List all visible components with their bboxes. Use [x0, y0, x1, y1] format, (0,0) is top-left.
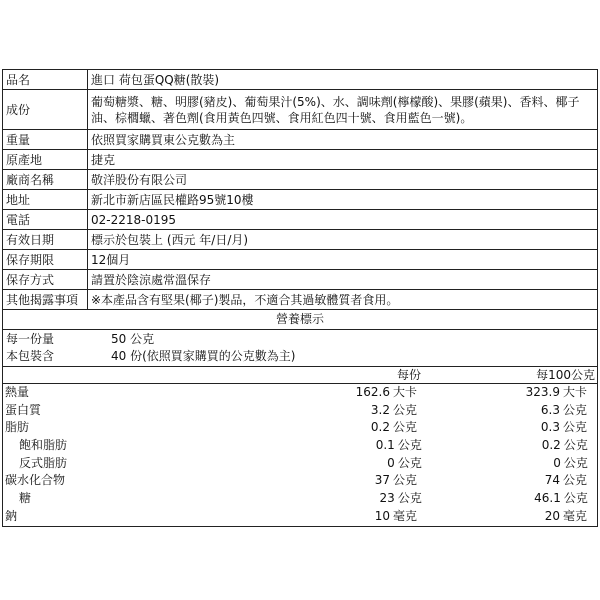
per-100g-unit: 公克 — [563, 438, 588, 453]
servings-per-pack-value: 40 份(依照買家購買的公克數為主) — [111, 349, 296, 363]
info-label: 電話 — [3, 210, 88, 230]
nutrient-name: 飽和脂肪 — [19, 438, 68, 453]
info-row — [3, 90, 598, 130]
per-100g-value: 46.1 — [534, 491, 561, 506]
per-serving-unit: 毫克 — [393, 508, 418, 523]
serving-size-row — [3, 331, 597, 348]
info-row — [3, 230, 598, 250]
per-100g-unit: 公克 — [563, 455, 588, 470]
nutrient-name: 糖 — [19, 491, 32, 506]
header-spacer — [3, 367, 253, 383]
per-serving-value: 23 — [379, 491, 395, 506]
serving-size-value: 50 公克 — [111, 332, 155, 346]
per-serving-unit: 公克 — [393, 420, 418, 435]
per-100g-value: 0.2 — [541, 438, 561, 453]
info-label: 廠商名稱 — [3, 170, 88, 190]
per-serving-unit: 公克 — [397, 438, 422, 453]
per-serving-value: 37 — [374, 473, 390, 488]
servings-per-pack-label: 本包裝含 — [6, 349, 55, 363]
info-label: 保存方式 — [3, 270, 88, 290]
info-row — [3, 70, 598, 90]
info-row — [3, 130, 598, 150]
per-serving-value: 10 — [374, 508, 390, 523]
per-serving-value: 0.2 — [370, 420, 390, 435]
info-row — [3, 270, 598, 290]
nutrition-title: 營養標示 — [3, 310, 597, 330]
info-label: 保存期限 — [3, 250, 88, 270]
info-row — [3, 170, 598, 190]
info-row — [3, 210, 598, 230]
info-value: 12個月 — [88, 250, 598, 270]
info-value: 標示於包裝上 (西元 年/日/月) — [88, 230, 598, 250]
nutrient-name: 反式脂肪 — [19, 455, 68, 470]
serving-info — [3, 330, 597, 367]
per-100g-value: 323.9 — [525, 385, 560, 399]
info-value: 新北市新店區民權路95號10樓 — [88, 190, 598, 210]
serving-size-label: 每一份量 — [6, 332, 55, 346]
per-serving-value: 3.2 — [370, 402, 390, 417]
nutrient-name: 蛋白質 — [5, 402, 42, 417]
per-100g-value: 6.3 — [540, 402, 560, 417]
info-label: 重量 — [3, 130, 88, 150]
per-serving-unit: 大卡 — [393, 385, 418, 399]
per-100g-unit: 公克 — [563, 491, 588, 506]
per-100g-value: 0 — [553, 455, 561, 470]
info-label: 其他揭露事項 — [3, 290, 88, 310]
per-serving-value: 0 — [387, 455, 395, 470]
info-row — [3, 190, 598, 210]
per-100g-unit: 公克 — [563, 420, 588, 435]
nutrient-name: 熱量 — [5, 385, 30, 399]
product-info-table — [2, 69, 598, 310]
per-serving-header: 每份 — [396, 368, 421, 382]
per-serving-unit: 公克 — [397, 491, 422, 506]
per-100g-unit: 毫克 — [563, 508, 588, 523]
per-serving-unit: 公克 — [393, 473, 418, 488]
nutrient-row — [3, 508, 597, 526]
per-serving-unit: 公克 — [397, 455, 422, 470]
info-value: 依照買家購買東公克數為主 — [88, 130, 598, 150]
product-label-sheet — [2, 69, 598, 527]
nutrient-row — [3, 384, 597, 402]
info-label: 品名 — [3, 70, 88, 90]
info-value: 請置於陰涼處常溫保存 — [88, 270, 598, 290]
info-label: 原產地 — [3, 150, 88, 170]
info-label: 地址 — [3, 190, 88, 210]
per-100g-unit: 公克 — [563, 473, 588, 488]
per-100g-header: 每100公克 — [536, 368, 595, 382]
nutrient-row — [3, 402, 597, 420]
info-value: ※本產品含有堅果(椰子)製品，不適合其過敏體質者食用。 — [88, 290, 598, 310]
nutrient-name: 脂肪 — [5, 420, 30, 435]
nutrition-column-headers — [3, 367, 597, 384]
nutrient-row — [3, 437, 597, 455]
info-value: 敬洋股份有限公司 — [88, 170, 598, 190]
per-serving-value: 0.1 — [375, 438, 395, 453]
per-100g-value: 20 — [544, 508, 560, 523]
servings-per-pack-row — [3, 348, 597, 365]
info-row — [3, 150, 598, 170]
info-value: 捷克 — [88, 150, 598, 170]
per-100g-value: 0.3 — [540, 420, 560, 435]
nutrition-facts-panel — [2, 310, 598, 527]
nutrient-row — [3, 455, 597, 473]
info-value: 02-2218-0195 — [88, 210, 598, 230]
per-serving-value: 162.6 — [355, 385, 390, 399]
nutrient-row — [3, 490, 597, 508]
nutrient-row — [3, 472, 597, 490]
per-serving-unit: 公克 — [393, 402, 418, 417]
nutrient-name: 碳水化合物 — [5, 473, 66, 488]
per-100g-value: 74 — [544, 473, 560, 488]
info-row — [3, 250, 598, 270]
info-label: 有效日期 — [3, 230, 88, 250]
per-100g-unit: 大卡 — [563, 385, 588, 399]
info-value: 進口 荷包蛋QQ糖(散裝) — [88, 70, 598, 90]
info-row — [3, 290, 598, 310]
nutrient-name: 鈉 — [5, 508, 18, 523]
info-label: 成份 — [3, 90, 88, 130]
nutrient-row — [3, 419, 597, 437]
info-value: 葡萄糖漿、糖、明膠(豬皮)、葡萄果汁(5%)、水、調味劑(檸檬酸)、果膠(蘋果)、香料、椰子油、棕櫚蠟、著色劑(食用黃色四號、食用紅色四十號、食用藍色一號)。 — [88, 90, 598, 130]
per-100g-unit: 公克 — [563, 402, 588, 417]
